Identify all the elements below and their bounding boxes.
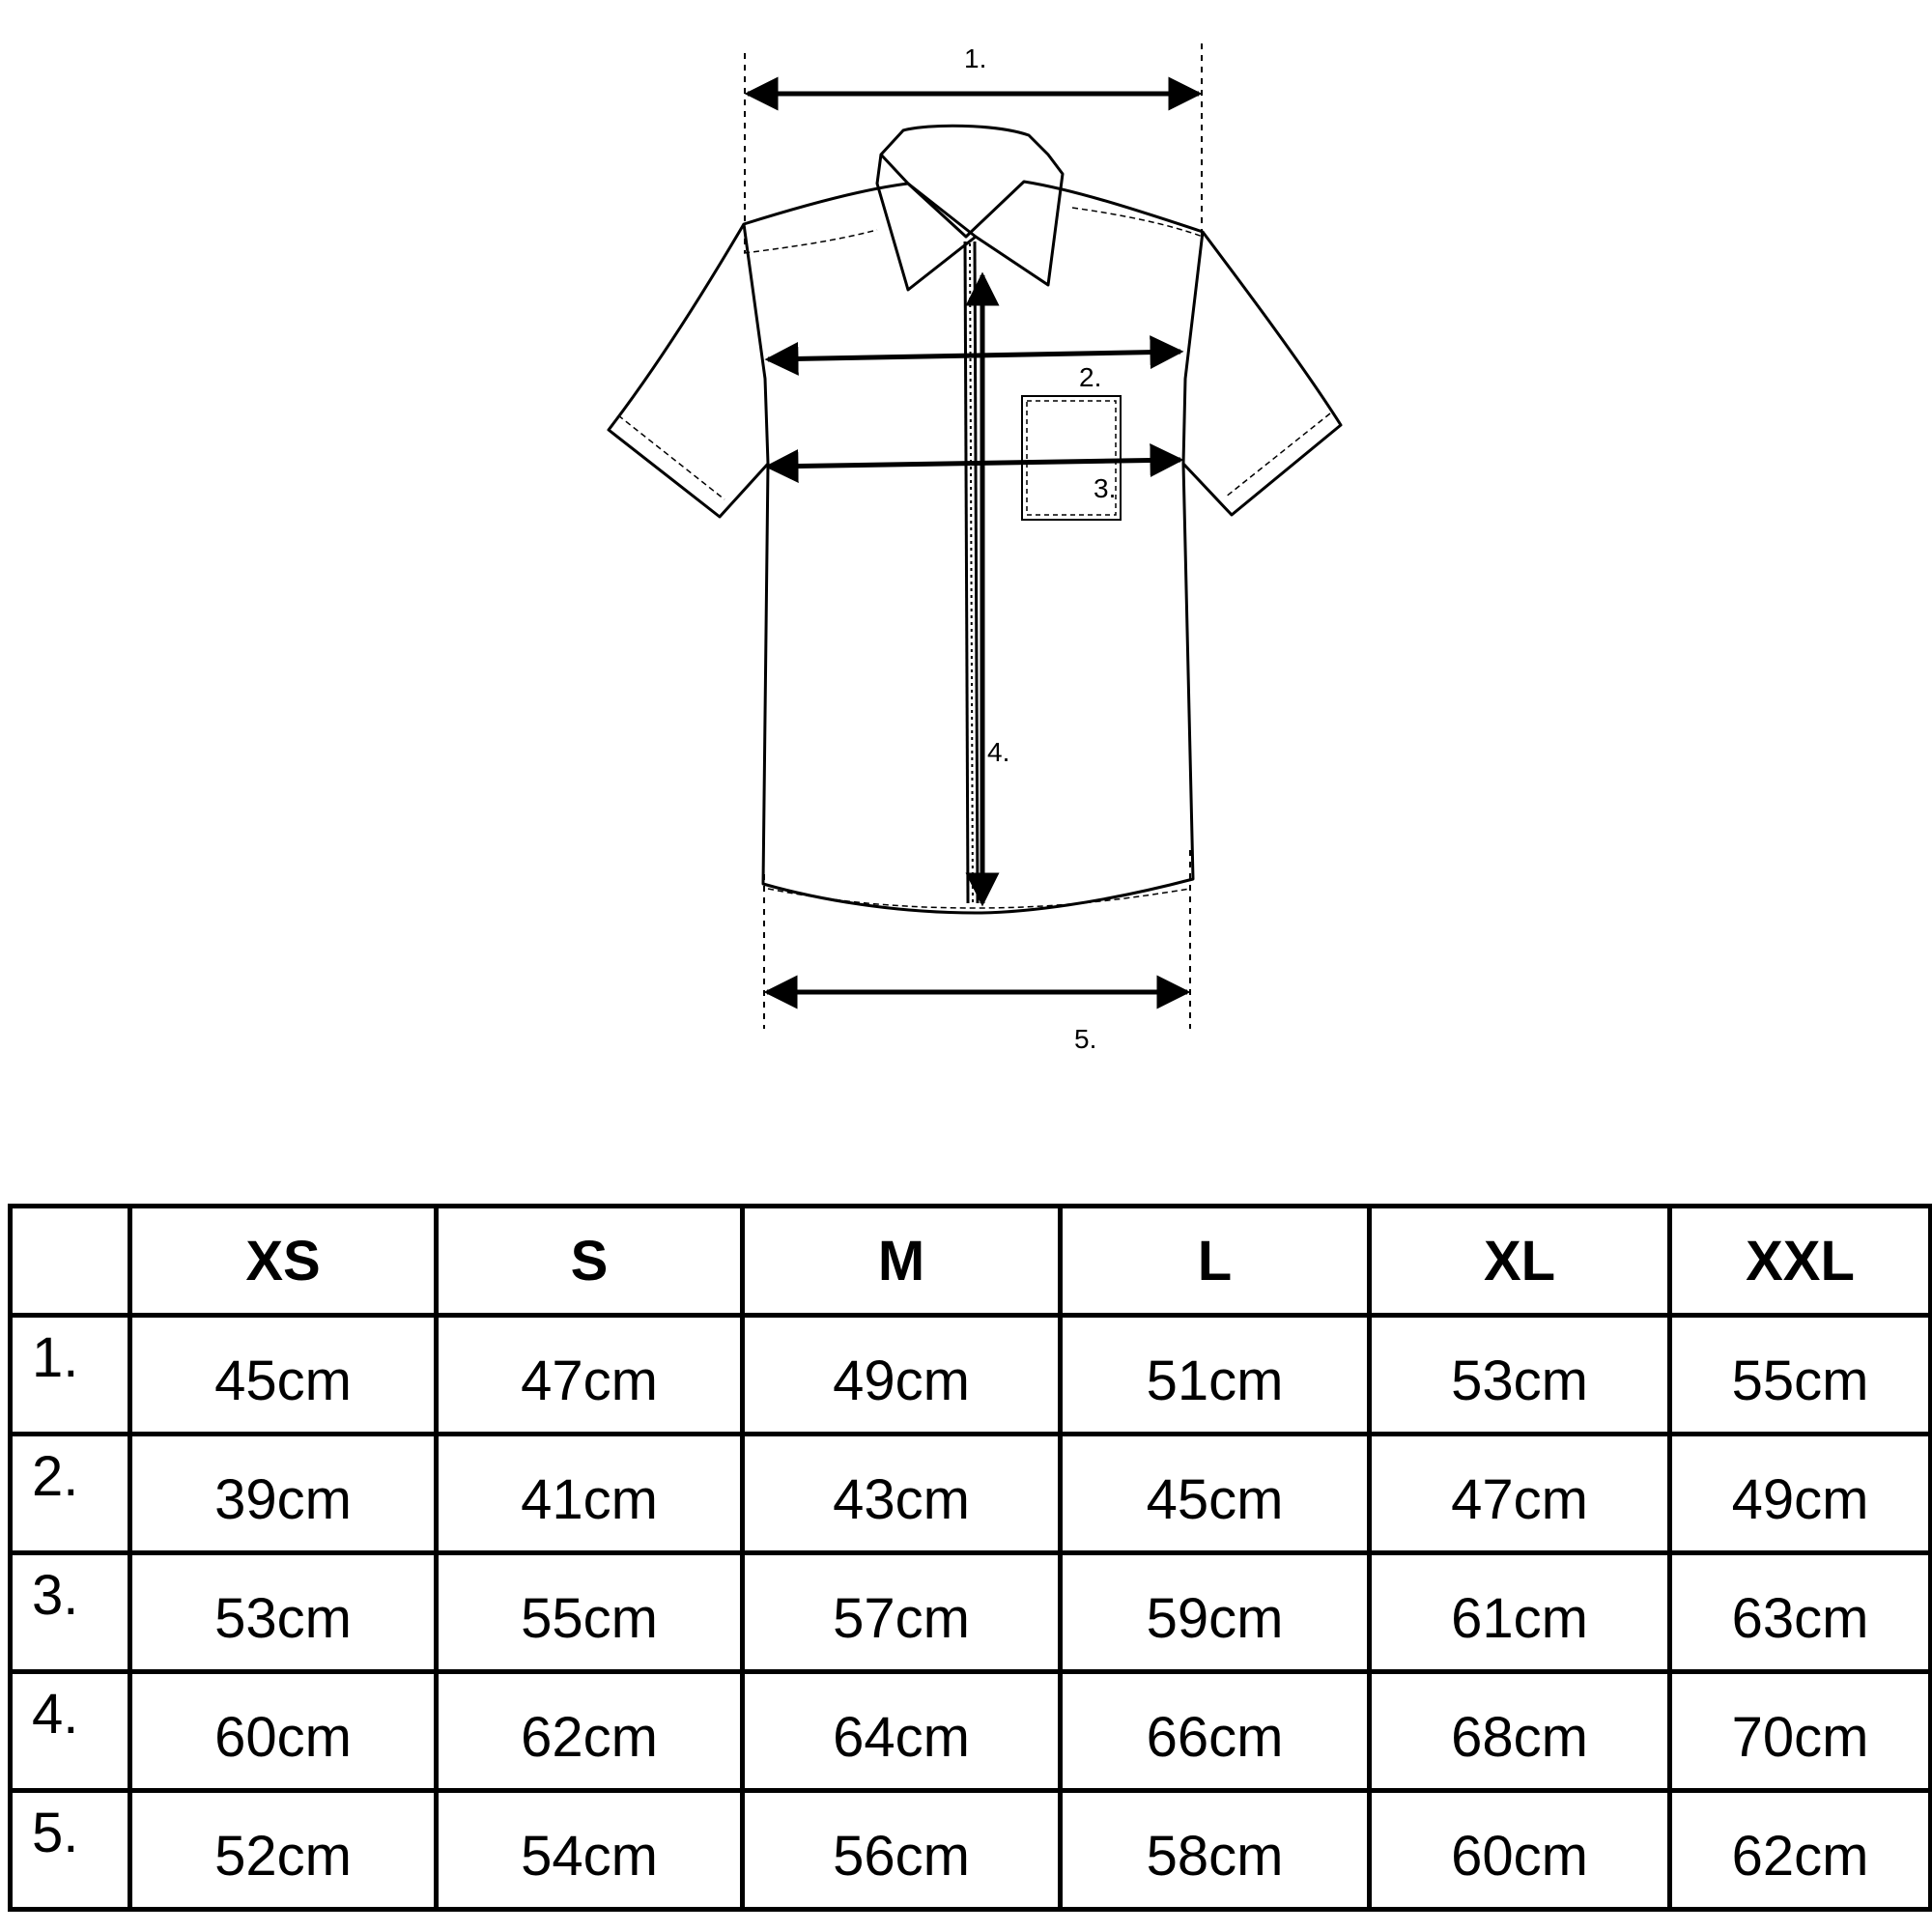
- table-row: [11, 1553, 1931, 1672]
- table-cell: 70cm: [1670, 1672, 1931, 1791]
- label-5: 5.: [1074, 1024, 1097, 1054]
- table-cell: 39cm: [130, 1435, 437, 1553]
- table-cell: 60cm: [1370, 1791, 1670, 1910]
- table-cell: 43cm: [743, 1435, 1061, 1553]
- label-4: 4.: [987, 737, 1010, 767]
- table-cell: 55cm: [437, 1553, 743, 1672]
- header-size-xs: XS: [130, 1207, 437, 1316]
- arrow-3: [768, 460, 1180, 467]
- row-label: 3.: [11, 1553, 130, 1672]
- table-cell: 55cm: [1670, 1316, 1931, 1435]
- table-row: [11, 1672, 1931, 1791]
- header-size-xl: XL: [1370, 1207, 1670, 1316]
- table-cell: 41cm: [437, 1435, 743, 1553]
- table-cell: 49cm: [743, 1316, 1061, 1435]
- table-cell: 64cm: [743, 1672, 1061, 1791]
- header-corner: [11, 1207, 130, 1316]
- row-label: 5.: [11, 1791, 130, 1910]
- table-cell: 47cm: [1370, 1435, 1670, 1553]
- table-cell: 68cm: [1370, 1672, 1670, 1791]
- row-label: 2.: [11, 1435, 130, 1553]
- zipper: [965, 242, 978, 903]
- table-cell: 57cm: [743, 1553, 1061, 1672]
- header-size-xxl: XXL: [1670, 1207, 1931, 1316]
- table-cell: 60cm: [130, 1672, 437, 1791]
- table-cell: 53cm: [1370, 1316, 1670, 1435]
- table-cell: 63cm: [1670, 1553, 1931, 1672]
- table-cell: 54cm: [437, 1791, 743, 1910]
- table-cell: 58cm: [1061, 1791, 1370, 1910]
- table-cell: 49cm: [1670, 1435, 1931, 1553]
- table-cell: 45cm: [1061, 1435, 1370, 1553]
- table-cell: 66cm: [1061, 1672, 1370, 1791]
- table-header-row: [11, 1207, 1931, 1316]
- table-cell: 52cm: [130, 1791, 437, 1910]
- size-chart-table: [8, 1204, 1932, 1912]
- table-cell: 61cm: [1370, 1553, 1670, 1672]
- row-label: 1.: [11, 1316, 130, 1435]
- table-cell: 51cm: [1061, 1316, 1370, 1435]
- table-row: [11, 1791, 1931, 1910]
- label-1: 1.: [964, 43, 987, 73]
- header-size-s: S: [437, 1207, 743, 1316]
- table-cell: 62cm: [437, 1672, 743, 1791]
- table-row: [11, 1316, 1931, 1435]
- table-cell: 56cm: [743, 1791, 1061, 1910]
- table-cell: 59cm: [1061, 1553, 1370, 1672]
- label-3: 3.: [1094, 473, 1117, 503]
- row-label: 4.: [11, 1672, 130, 1791]
- table-cell: 62cm: [1670, 1791, 1931, 1910]
- table-cell: 45cm: [130, 1316, 437, 1435]
- header-size-m: M: [743, 1207, 1061, 1316]
- label-2: 2.: [1079, 362, 1102, 392]
- table-cell: 53cm: [130, 1553, 437, 1672]
- table-cell: 47cm: [437, 1316, 743, 1435]
- header-size-l: L: [1061, 1207, 1370, 1316]
- table-row: [11, 1435, 1931, 1553]
